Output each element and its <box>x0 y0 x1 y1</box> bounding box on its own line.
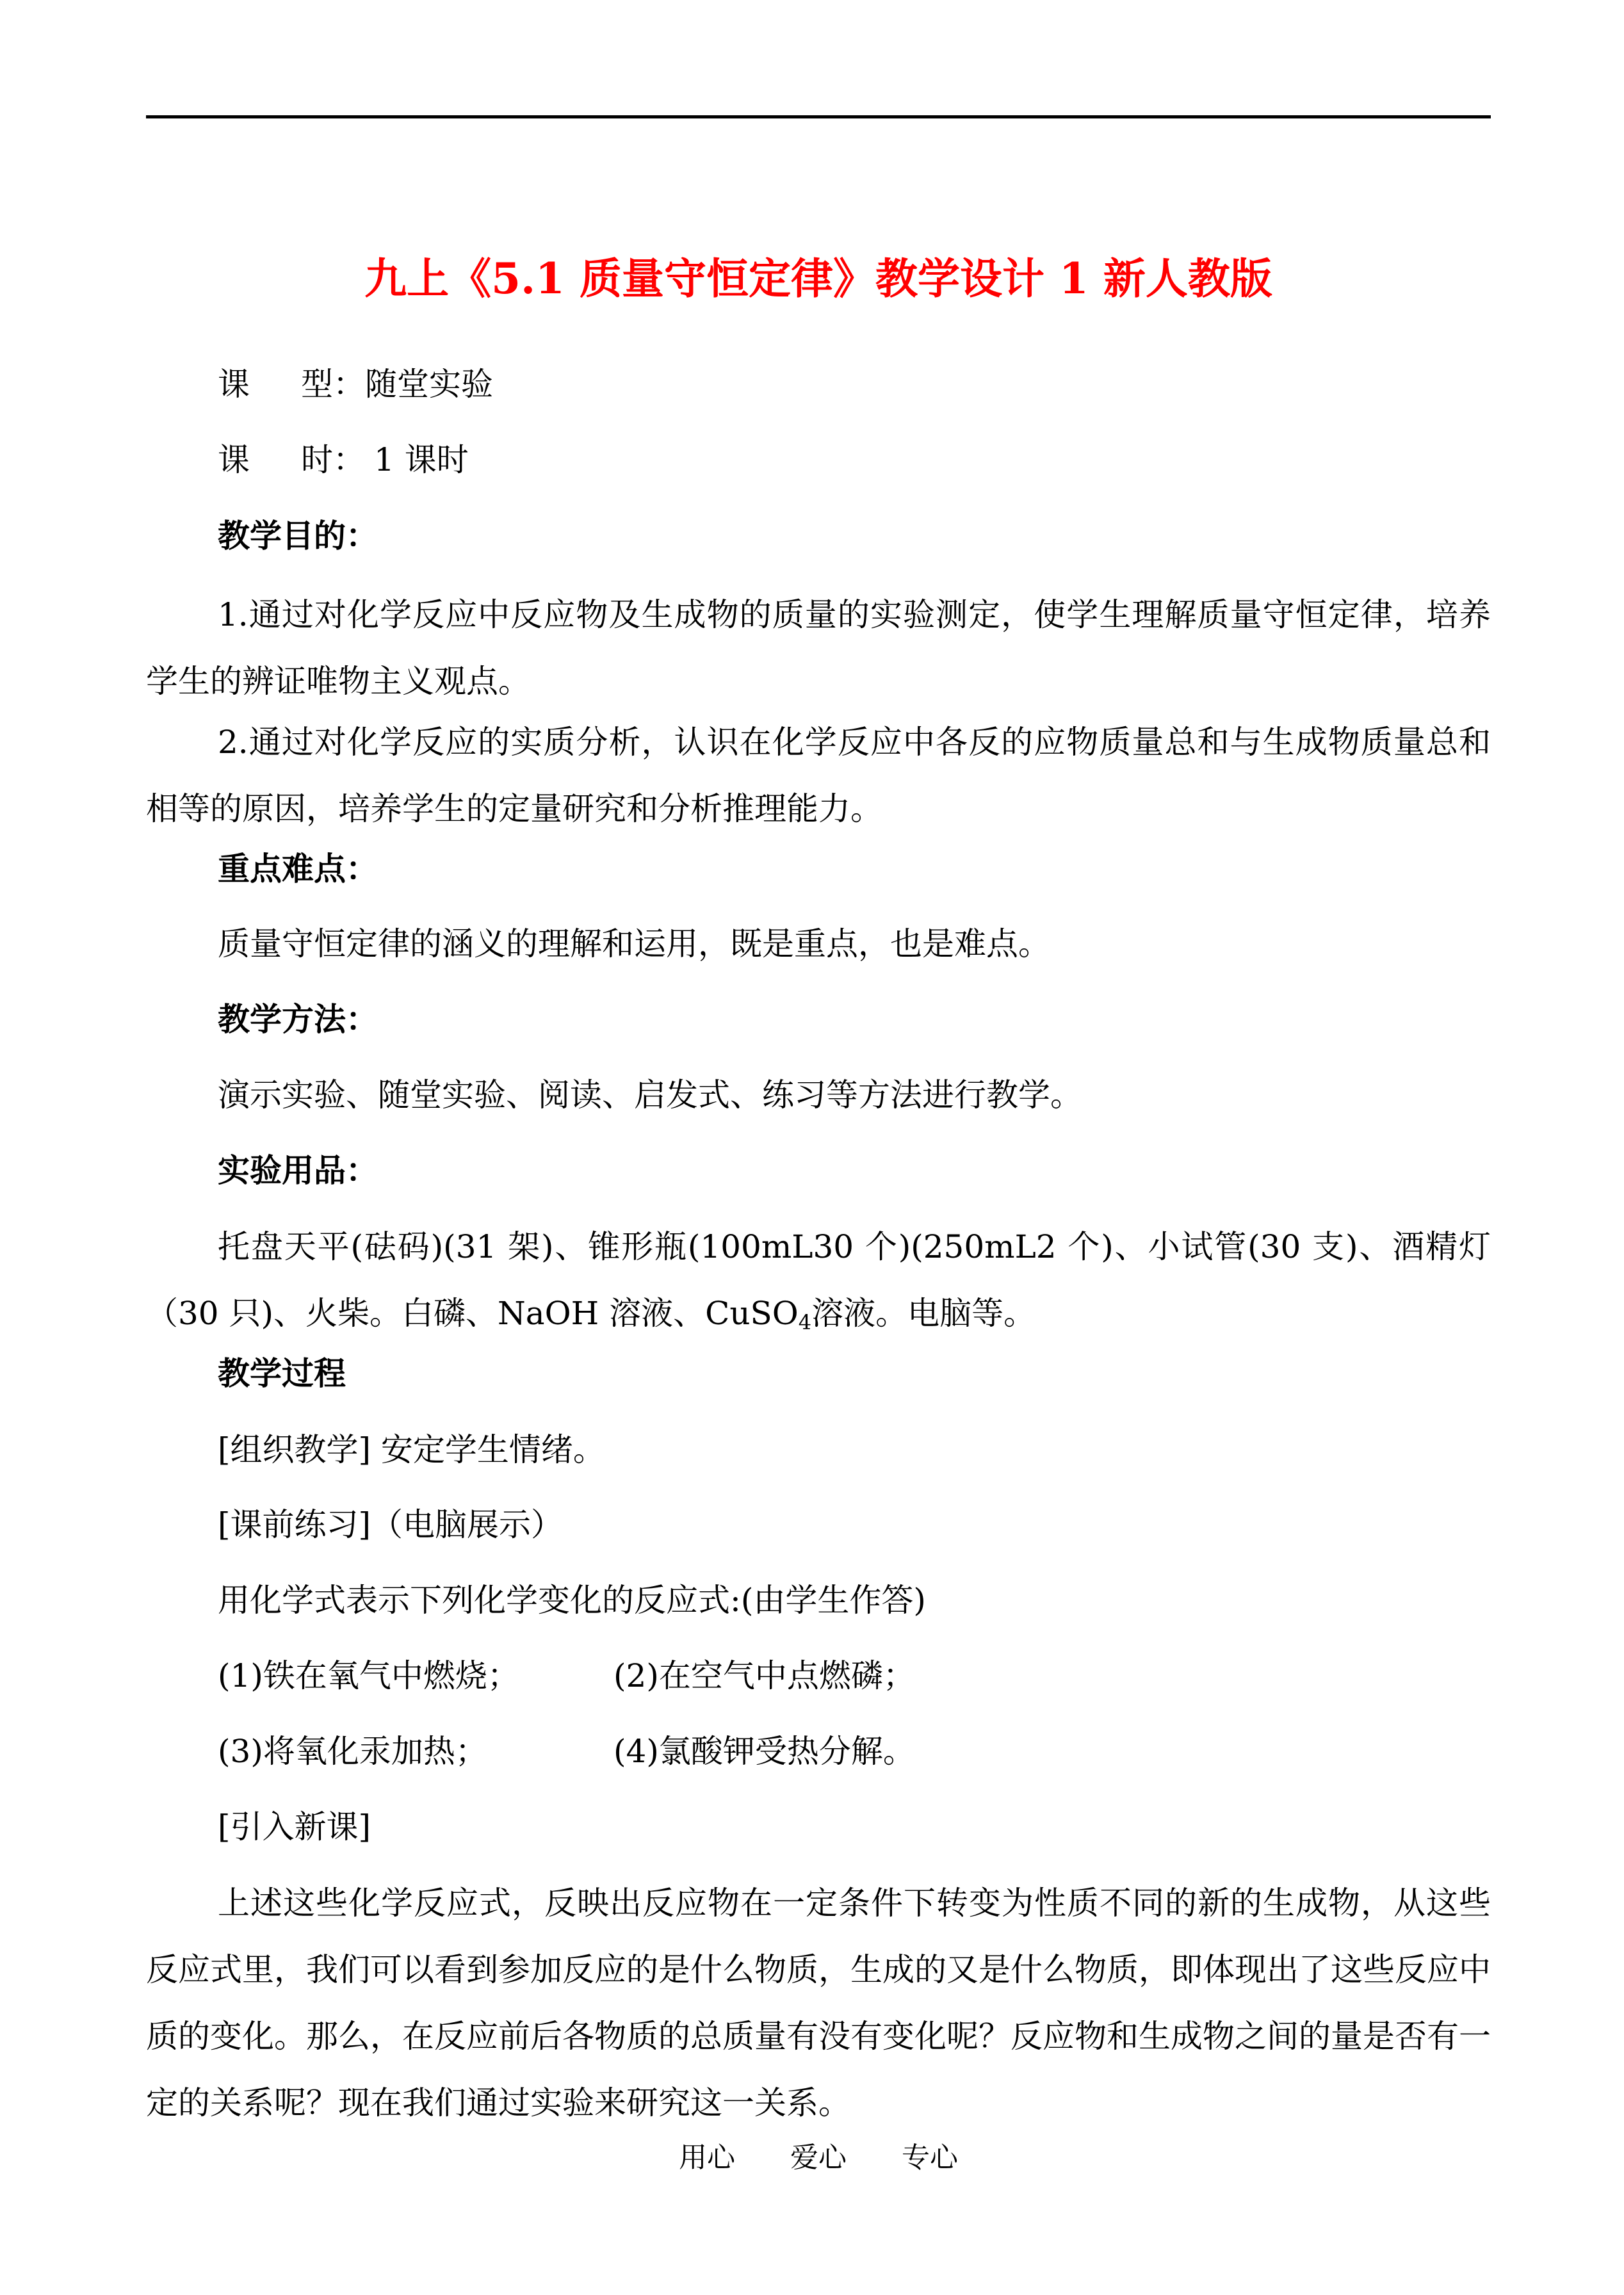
lesson-time-label-a: 课 <box>218 441 250 478</box>
lesson-time-value: 1 课时 <box>374 441 469 478</box>
intro-text: 上述这些化学反应式，反映出反应物在一定条件下转变为性质不同的新的生成物，从这些反应式里，我们可以看到参加反应的是什么物质，生成的又是什么物质，即体现出了这些反应中质的变化。那么，在反应前后各物质的总质量有没有变化呢？反应物和生成物之间的量是否有一定的关系呢？现在我们通过实验来研究这一关系。 <box>146 1885 1491 2121</box>
lesson-type-value: 随堂实验 <box>365 366 493 403</box>
exercise-row-2 <box>146 1729 1491 1774</box>
exercise-row-1 <box>146 1653 1491 1698</box>
process-heading: 教学过程 <box>218 1354 346 1392</box>
materials-text <box>146 1213 1491 1347</box>
key-points-text: 质量守恒定律的涵义的理解和运用，既是重点，也是难点。 <box>218 925 1050 962</box>
exercise-4: (4)氯酸钾受热分解。 <box>613 1733 915 1770</box>
lesson-type-line <box>146 362 1491 407</box>
method-heading: 教学方法： <box>218 1000 378 1038</box>
exercise-2: (2)在空气中点燃磷； <box>613 1657 915 1694</box>
header-rule <box>146 115 1491 118</box>
goal-1: 1.通过对化学反应中反应物及生成物的质量的实验测定，使学生理解质量守恒定律，培养学生的辨证唯物主义观点。 <box>146 596 1491 700</box>
lesson-type-label-b: 型： <box>301 366 365 403</box>
footer-item-2: 爱心 <box>790 2141 847 2174</box>
pre-exercise-line: [课前练习]（电脑展示） <box>218 1506 564 1543</box>
lesson-time-label-b: 时： <box>301 441 365 478</box>
method-text: 演示实验、随堂实验、阅读、启发式、练习等方法进行教学。 <box>218 1076 1082 1114</box>
lesson-time-line <box>146 437 1491 482</box>
document-title: 九上《5.1 质量守恒定律》教学设计 1 新人教版 <box>364 254 1272 304</box>
footer-item-3: 专心 <box>902 2141 958 2174</box>
materials-heading: 实验用品： <box>218 1151 378 1189</box>
exercise-1: (1)铁在氧气中燃烧； <box>218 1657 519 1694</box>
exercise-prompt: 用化学式表示下列化学变化的反应式:(由学生作答) <box>218 1582 926 1619</box>
goal-2: 2.通过对化学反应的实质分析，认识在化学反应中各反的应物质量总和与生成物质量总和相等的原因，培养学生的定量研究和分析推理能力。 <box>146 724 1491 827</box>
lesson-type-label-a: 课 <box>218 366 250 403</box>
organize-line: [组织教学] 安定学生情绪。 <box>218 1431 605 1468</box>
key-points-heading: 重点难点： <box>218 850 378 888</box>
goals-heading: 教学目的： <box>218 517 378 555</box>
intro-heading: [引入新课] <box>218 1808 371 1845</box>
materials-text-a: 托盘天平(砝码)(31 架)、锥形瓶(100mL30 个)(250mL2 个)、小试管(30 支)、酒精灯（30 只)、火柴。白磷、NaOH 溶液、CuSO <box>146 1228 1491 1332</box>
footer-item-1: 用心 <box>679 2141 735 2174</box>
exercise-3: (3)将氧化汞加热； <box>218 1733 487 1770</box>
materials-text-b: 溶液。电脑等。 <box>811 1295 1036 1332</box>
page-footer <box>146 2139 1491 2177</box>
materials-subscript: 4 <box>798 1310 812 1334</box>
